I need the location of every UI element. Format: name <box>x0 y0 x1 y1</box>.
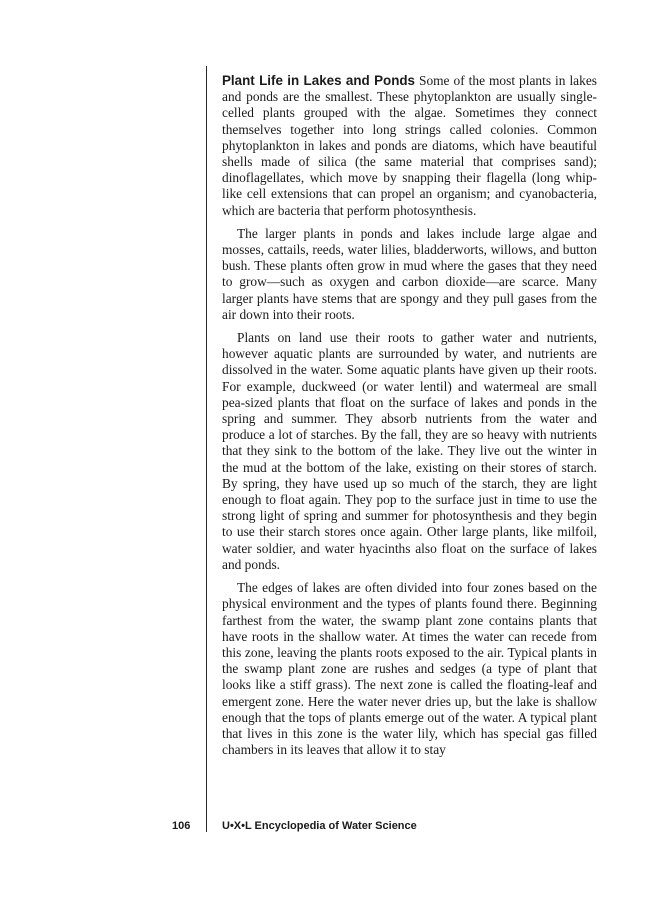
article-body <box>222 73 597 765</box>
paragraph-2: The larger plants in ponds and lakes include large algae and mosses, cattails, reeds, water lilies, bladderworts, willows, and button bush. These plants often grow in mud where the gases that they need to grow—such as oxygen and carbon dioxide—are scarce. Many larger plants have stems that are spongy and they pull gases from the air down into their roots. <box>222 225 597 322</box>
paragraph-4: The edges of lakes are often divided into four zones based on the physical environment and the types of plants found there. Beginning farthest from the water, the swamp plant zone contains plants that have roots in the shallow water. At times the water can recede from this zone, leaving the plants roots exposed to the air. Typical plants in the swamp plant zone are rushes and sedges (a type of plant that looks like a stiff grass). The next zone is called the floating-leaf and emergent zone. Here the water never dries up, but the lake is shallow enough that the tops of plants emerge out of the water. A typical plant that lives in this zone is the water lily, which has special gas filled chambers in its leaves that allow it to stay <box>222 580 597 758</box>
page-number: 106 <box>172 820 191 832</box>
paragraph-1 <box>222 73 597 219</box>
paragraph-3: Plants on land use their roots to gather water and nutrients, however aquatic plants are surrounded by water, and nutrients are dissolved in the water. Some aquatic plants have given up their roots. For example, duckweed (or water lentil) and watermeal are small pea-sized plants that float on the surface of lakes and ponds in the spring and summer. They absorb nutrients from the water and produce a lot of starches. By the fall, they are so heavy with nutrients that they sink to the bottom of the lake. They live out the winter in the mud at the bottom of the lake, existing on their stores of starch. By spring, they have used up so much of the starch, they are light enough to float again. They pop to the surface just in time to use the strong light of spring and summer for photosynthesis and they begin to use their starch stores once again. Other large plants, like milfoil, water soldier, and water hyacinths also float on the surface of lakes and ponds. <box>222 330 597 572</box>
section-heading: Plant Life in Lakes and Ponds <box>222 73 415 88</box>
margin-rule <box>206 66 207 832</box>
book-title: U•X•L Encyclopedia of Water Science <box>222 820 417 832</box>
paragraph-1-text: Some of the most plants in lakes and ponds are the smallest. These phytoplankton are usually single-celled plants grouped with the algae. Sometimes they connect themselves together into long strings called colonies. Common phytoplankton in lakes and ponds are diatoms, which have beautiful shells made of silica (the same material that comprises sand); dinoflagellates, which move by snapping their flagella (long whip-like cell extensions that can propel an organism; and cyanobacteria, which are bacteria that perform photosynthesis. <box>222 73 597 218</box>
